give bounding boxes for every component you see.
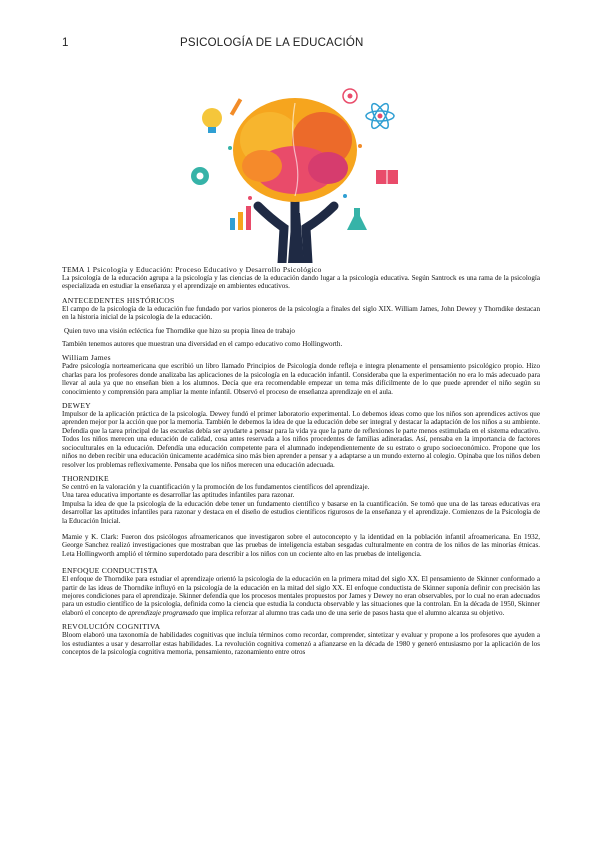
thorndike-line1: Se centró en la valoración y la cuantificación y la promoción de los fundamentos científicos del aprendizaje. [62,482,370,491]
cognitiva-title: REVOLUCIÓN COGNITIVA [62,622,161,632]
cognitiva-text: Bloom elaboró una taxonomía de habilidades cognitivas que incluía términos como recordar, comprender, sintetizar y evaluar y propone a los profesores que ayuden a los estudiantes a usar y desarrollar estas habilidades. La revolución cognitiva comenzó a afianzarse en la década de 1980 y generó entusiasmo por la aplicación de los conceptos de la psicología cognitiva memoria, pensamiento, razonamiento entre otros [62,631,540,656]
dewey-text: Impulsor de la aplicación práctica de la psicología. Dewey fundó el primer laboratorio experimental. Lo debemos ideas como que los niños son aprendices activos que aprenden mejor por la acción que por la memoria. También le debemos la idea de que la educación debe ser integral y destacar la adaptación de los niños a su ambiente. Defendía que la tarea principal de las escuelas debía ser ayudarte a pensar para la vida ya que la parte de reflexiones le parte menos estimulada en el sistema educativo. Todos los niños merecen una educación de calidad, cosa antes reservada a los niños procedentes de familias adineradas. Así, pensaba en la importancia de factores socioculturales en la educación. Defendía una educación competente para el alumnado independientemente de su estrato o grupo socioeconómico. Propone que los niños no deben recibir una educación únicamente académica sino más bien aprender a pensar y a adaptarse a un mundo externo al colegio. Opinaba que los niños deben resolver los problemas reflexivamente. Pensaba que los niños merecen una educación adecuada. [62,410,540,469]
antecedentes-text: El campo de la psicología de la educación fue fundado por varios pioneros de la psicología a finales del siglo XIX. William James, John Dewey y Thorndike destacan en la historia inicial de la psicología de la educación. [62,304,540,322]
conductista-text-a: El enfoque de Thorndike para estudiar el aprendizaje orientó la psicología de la educación en la primera mitad del siglo XX. El pensamiento de Skinner conformado a partir de las ideas de Thorndike influyó en la psicología de la educación en la mitad del siglo XX. El enfoque conductista de Skinner suponía definir con precisión las mejores condiciones para el aprendizaje. Skinner defendía que los procesos mentales propuestos por James y Dewey no eran observables, por lo cual no eran adecuados para un estudio científico de la psicología, definida como la ciencia que estudia la conducta observable y las situaciones que la controlan. En la década de 1950, Skinner elaboró el concepto de [62,575,540,617]
conductista-text [62,575,540,617]
flask-icon [347,208,367,230]
intro-text: La psicología de la educación agrupa a la psicología y las ciencias de la educación dando lugar a la psicología educativa. Según Santrock es una rama de la psicología especializada en estudiar la enseñanza y el aprendizaje en ambientes educativos. [62,274,540,291]
thorndike-line2: Una tarea educativa importante es desarrollar las aptitudes infantiles para razonar. [62,491,295,500]
conductista-text-b: que implica reforzar al alumno tras cada uno de una serie de pasos hasta que el alumno alcanza su objetivo. [199,608,505,617]
gear-icon [191,167,209,185]
pencil-icon [230,98,242,116]
quien-text: Quien tuvo una visión ecléctica fue Thorndike que hizo su propia línea de trabajo [64,326,295,335]
james-text: Padre psicología norteamericana que escribió un libro llamado Principios de Psicología donde refleja e integra plenamente el pensamiento psicológico propio. Hizo charlas para los profesores donde analizaba las aplicaciones de la psicología en la educación infantil. Consideraba que la experimentación no era lo más adecuado para llevar al aula ya que no enseñan bien a los alumnos. Decía que era recomendable empezar un tema más difícilmente de lo que puede aprender el niño según su conocimiento y comprensión para ampliar la mente infantil. Observó el proceso de enseñanza aprendizaje en el aula. [62,362,540,396]
conductista-italic: aprendizaje programado [127,608,199,617]
brain-icon [233,98,357,202]
thorndike-text: Impulsa la idea de que la psicología de la educación debe tener un fundamento científico y basarse en la cuantificación. Se tomó que una de las tareas educativas era desarrollar las aptitudes infantiles para razonar y destaca en el diseño de estudios científicos rigurosos de la enseñanza y el aprendizaje. Comienzos de la Psicología de la Educación Inicial. [62,499,540,525]
conductista-title: ENFOQUE CONDUCTISTA [62,566,159,576]
lightbulb-icon [202,108,222,133]
mamie-text: Mamie y K. Clark: Fueron dos psicólogos afroamericanos que investigaron sobre el autoconcepto y la identidad en la población infantil afroamericana. En 1932, George Sanchez realizó investigaciones que mostraban que las pruebas de inteligencia estaban sesgadas culturalmente en contra de los niños de las minorías étnicas. Leta Hollingworth amplió el término superdotado para describir a los niños con un cociente alto en las pruebas de inteligencia. [62,532,540,558]
atom-icon [366,101,394,130]
chart-icon [230,206,251,230]
page-header [62,37,538,53]
document-title: PSICOLOGÍA DE LA EDUCACIÓN [180,37,364,49]
tambien-text: También tenemos autores que muestran una diversidad en el campo educativo como Hollingworth. [62,340,343,349]
thorndike-title: THORNDIKE [62,473,109,483]
antecedentes-title: ANTECEDENTES HISTÓRICOS [62,295,175,305]
dewey-title: DEWEY [62,401,91,411]
book-icon [376,170,398,184]
page-number: 1 [62,37,69,49]
intro-title: TEMA 1 Psicología y Educación: Proceso Educativo y Desarrollo Psicológico [62,265,322,274]
document-body [62,265,540,656]
brain-tree-illustration [150,78,440,263]
james-title: William James [62,353,111,363]
target-icon [343,89,357,103]
